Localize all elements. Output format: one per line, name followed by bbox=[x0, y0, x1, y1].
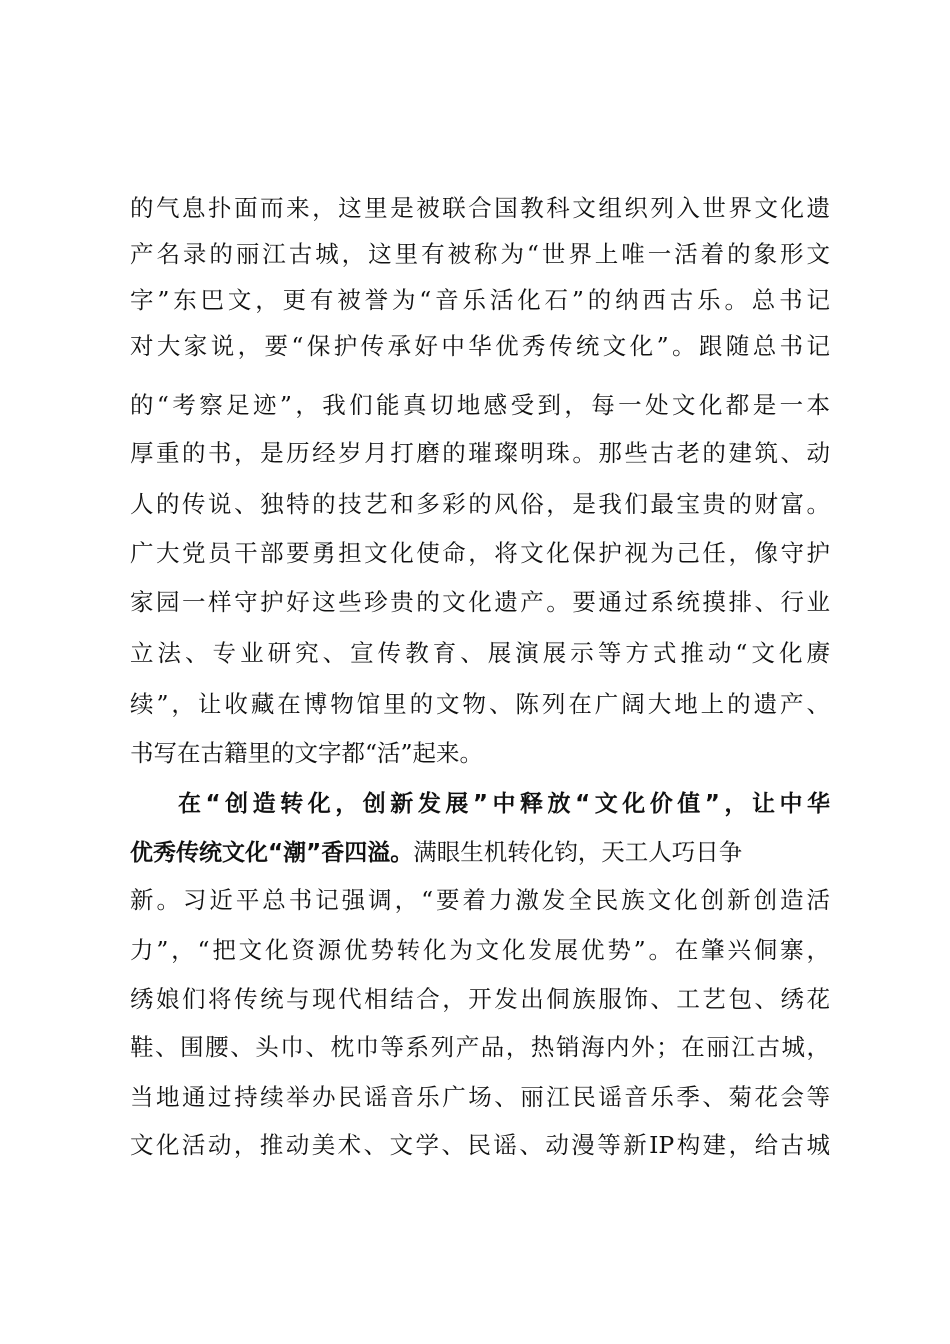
text-line: 新。习近平总书记强调，“要着力激发全民族文化创新创造活 bbox=[130, 886, 830, 914]
text-line: 续”，让收藏在博物馆里的文物、陈列在广阔大地上的遗产、 bbox=[130, 690, 830, 718]
text-line: 书写在古籍里的文字都“活”起来。 bbox=[130, 739, 484, 767]
text-line bbox=[130, 832, 830, 872]
text-line: 家园一样守护好这些珍贵的文化遗产。要通过系统摸排、行业 bbox=[130, 588, 830, 616]
paragraph-heading: 在“创造转化，创新发展”中释放“文化价值”，让中华 bbox=[178, 791, 830, 817]
text-line: 广大党员干部要勇担文化使命，将文化保护视为己任，像守护 bbox=[130, 539, 830, 567]
text-line: 字”东巴文，更有被誉为“音乐活化石”的纳西古乐。总书记 bbox=[130, 286, 830, 314]
text-line: 力”，“把文化资源优势转化为文化发展优势”。在肇兴侗寨， bbox=[130, 936, 830, 964]
text-span: 满眼生机转化钧，天工人巧日争 bbox=[413, 838, 743, 866]
text-line: 当地通过持续举办民谣音乐广场、丽江民谣音乐季、菊花会等 bbox=[130, 1083, 830, 1111]
text-line: 绣娘们将传统与现代相结合，开发出侗族服饰、工艺包、绣花 bbox=[130, 985, 830, 1013]
text-line: 对大家说，要“保护传承好中华优秀传统文化”。跟随总书记 bbox=[130, 332, 830, 360]
text-line: 立法、专业研究、宣传教育、展演展示等方式推动“文化赓 bbox=[130, 639, 830, 667]
text-line: 的气息扑面而来，这里是被联合国教科文组织列入世界文化遗 bbox=[130, 194, 830, 222]
text-line: 鞋、围腰、头巾、枕巾等系列产品，热销海内外；在丽江古城， bbox=[130, 1033, 830, 1061]
text-line: 文化活动，推动美术、文学、民谣、动漫等新IP构建，给古城 bbox=[130, 1131, 830, 1159]
text-line: 人的传说、独特的技艺和多彩的风俗，是我们最宝贵的财富。 bbox=[130, 490, 830, 518]
text-line: 的“考察足迹”，我们能真切地感受到，每一处文化都是一本 bbox=[130, 391, 830, 419]
text-line: 厚重的书，是历经岁月打磨的璀璨明珠。那些古老的建筑、动 bbox=[130, 439, 830, 467]
paragraph-heading-end: 优秀传统文化“潮”香四溢。 bbox=[130, 840, 414, 866]
text-line: 产名录的丽江古城，这里有被称为“世界上唯一活着的象形文 bbox=[130, 240, 830, 268]
